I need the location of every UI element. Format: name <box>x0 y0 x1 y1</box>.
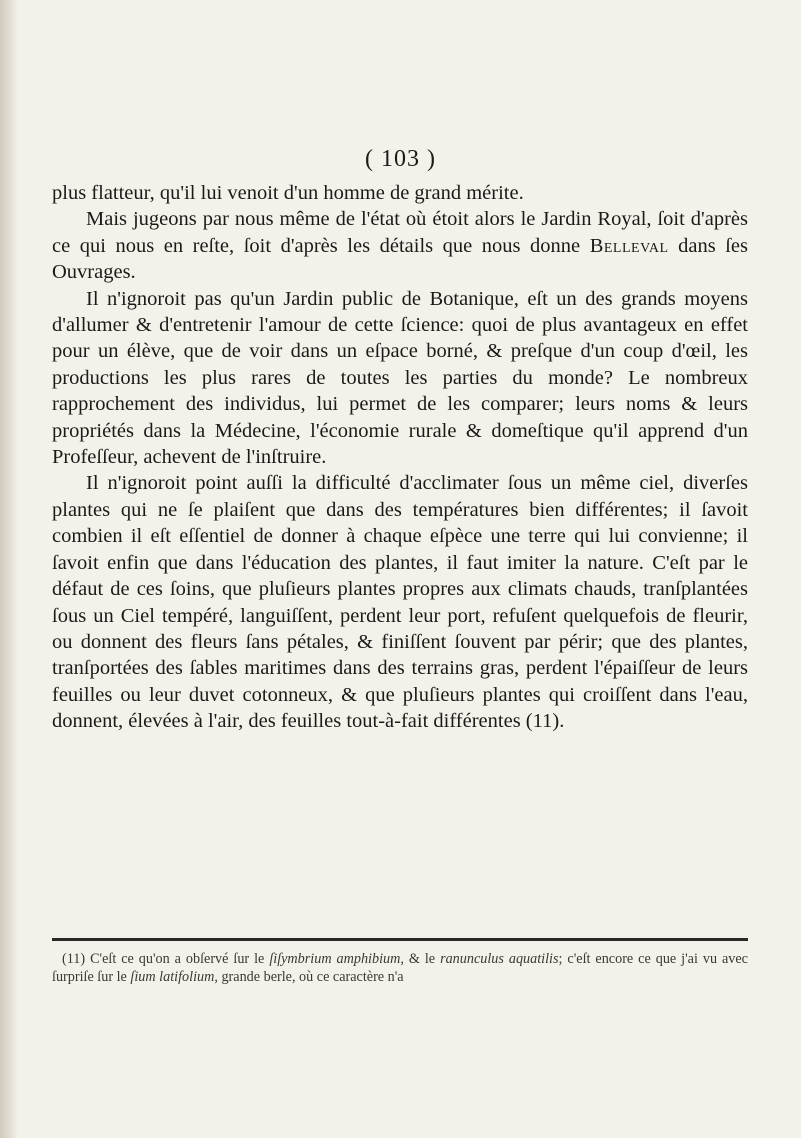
text-run: plus flatteur, qu'il lui venoit d'un homme de grand mérite. <box>52 182 524 204</box>
footnote-paragraph <box>52 950 748 986</box>
paragraph <box>52 470 748 734</box>
text-run: Il n'ignoroit pas qu'un Jardin public de Botanique, eſt un des grands moyens d'allumer & d'entretenir l'amour de cette ſcience: quoi de plus avantageux en effet pour un élève, que de voir dans un eſpace borné, & preſque d'un coup d'œil, les productions les plus rares de toutes les parties du monde? Le nombreux rapprochement des individus, lui permet de les comparer; leurs noms & leurs propriétés dans la Médecine, l'économie rurale & domeſtique qu'il apprend d'un Profeſſeur, achevent de l'inſtruire. <box>52 287 748 469</box>
species-name: ſiſymbrium amphibium <box>269 951 401 967</box>
paragraph <box>52 286 748 471</box>
paragraph <box>52 206 748 285</box>
page-number: ( 103 ) <box>365 146 436 172</box>
text-run: Mais jugeons par nous même de l'état où étoit alors le Jardin Royal, ſoit d'après ce qui nous en reſte, ſoit d'après les détails que nous donne <box>52 208 748 257</box>
text-run: (11) C'eſt ce qu'on a obſervé ſur le <box>62 951 270 967</box>
text-run: , & le <box>400 951 441 967</box>
text-run: dans ſes Ouvrages. <box>52 234 748 284</box>
species-name: ranunculus aquatilis <box>440 951 559 967</box>
author-name: Belleval <box>589 234 669 257</box>
body-text <box>52 180 748 735</box>
text-run: ; c'eſt encore ce que j'ai vu avec ſurpriſe ſur le <box>52 951 748 985</box>
footnote-separator <box>52 938 748 941</box>
species-name: ſium latifolium <box>130 969 215 985</box>
text-run: , grande berle, où ce caractère n'a <box>214 969 404 985</box>
text-run: Il n'ignoroit point auſſi la difficulté d'acclimater ſous un même ciel, diverſes plantes qui ne ſe plaiſent que dans des températures bien différentes; il ſavoit combien il eſt eſſentiel de donner à chaque eſpèce une terre qui lui convienne; il ſavoit enfin que dans l'éducation des plantes, il faut imiter la nature. C'eſt par le défaut de ces ſoins, que pluſieurs plantes propres aux climats chauds, tranſplantées ſous un Ciel tempéré, languiſſent, perdent leur port, refuſent quelquefois de fleurir, ou donnent des fleurs ſans pétales, & finiſſent ſouvent par périr; que des plantes, tranſportées des ſables maritimes dans des terrains gras, perdent l'épaiſſeur de leurs feuilles ou leur duvet cotonneux, & que pluſieurs plantes qui croiſſent dans l'eau, donnent, élevées à l'air, des feuilles tout-à-fait différentes (11). <box>52 472 748 733</box>
paragraph <box>52 180 748 206</box>
footnote <box>52 950 748 986</box>
